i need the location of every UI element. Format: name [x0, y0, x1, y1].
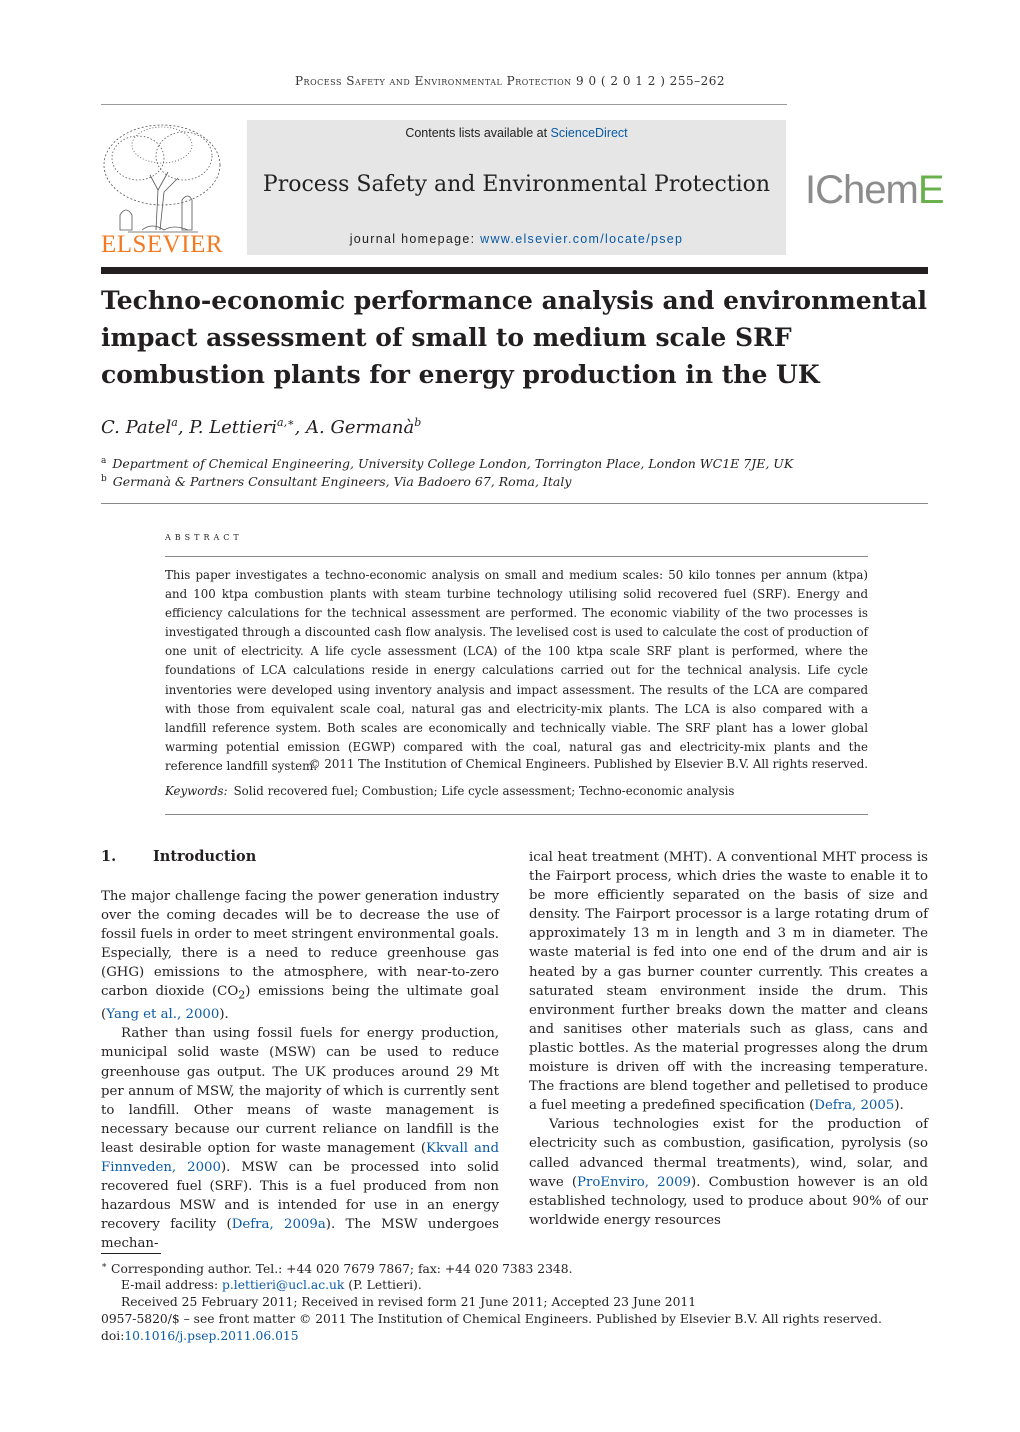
email-label: E-mail address:	[121, 1278, 223, 1292]
text-run: ) emissions being the ultimate goal (	[101, 984, 499, 1023]
footnote-issn: 0957-5820/$ – see front matter © 2011 The Institution of Chemical Engineers. Published by Elsevier B.V. All rights reserved.	[101, 1312, 882, 1326]
title-rule	[101, 267, 928, 274]
author-name: A. Germanà	[306, 417, 415, 438]
citation-link[interactable]: Defra, 2009a	[231, 1217, 326, 1233]
abstract-copyright: © 2011 The Institution of Chemical Engineers. Published by Elsevier B.V. All rights reserved.	[308, 757, 868, 771]
author-list: C. Patel$^a$, P. Lettieri$^{a,∗}$, A. Germanà$^b$	[101, 416, 422, 438]
header-rule	[101, 104, 787, 105]
author-name: C. Patel	[101, 417, 172, 438]
author-mark[interactable]: a,∗	[277, 416, 295, 429]
homepage-prefix: journal homepage:	[349, 232, 481, 246]
doi-link[interactable]: 10.1016/j.psep.2011.06.015	[124, 1329, 299, 1343]
citation-link[interactable]: Defra, 2005	[814, 1098, 895, 1114]
icheme-logo-i: I	[805, 168, 816, 212]
paragraph	[529, 848, 928, 1115]
email-suffix: (P. Lettieri).	[344, 1278, 422, 1292]
sciencedirect-link[interactable]: ScienceDirect	[550, 126, 628, 140]
text-run: Various technologies exist for the production of electricity such as combustion, gasification, pyrolysis (so called advanced thermal treatments), wind, solar, and wave (	[529, 1117, 928, 1190]
icheme-logo-chem: Chem	[815, 168, 918, 212]
paragraph	[101, 887, 499, 1024]
citation-link[interactable]: Kkvall and Finnveden, 2000	[101, 1140, 499, 1175]
text-run: ). Combustion however is an old established technology, used to produce about 90% of our worldwide energy resources	[529, 1174, 929, 1228]
author-mark[interactable]: b	[414, 416, 422, 429]
subscript: 2	[238, 989, 246, 1003]
footnote-email	[121, 1278, 422, 1292]
abstract-heading: abstract	[165, 530, 243, 543]
affiliation-mark: b	[101, 474, 107, 484]
homepage-line	[247, 232, 786, 246]
paragraph	[529, 1115, 928, 1230]
keywords-label: Keywords:	[165, 784, 228, 798]
journal-title: Process Safety and Environmental Protection	[262, 172, 771, 197]
icheme-logo-e: E	[917, 168, 944, 212]
footnote-text: Corresponding author. Tel.: +44 020 7679 7867; fax: +44 020 7383 2348.	[107, 1262, 573, 1277]
abstract-rule	[165, 556, 868, 557]
affiliation	[101, 456, 793, 471]
affiliation	[101, 474, 571, 489]
text-run: ). The MSW undergoes mechan-	[101, 1217, 499, 1252]
footnote-mark: ∗	[101, 1261, 108, 1271]
affiliation-mark: a	[101, 456, 107, 466]
icheme-logo	[805, 165, 944, 215]
keywords-rule	[165, 814, 868, 815]
abstract-text: This paper investigates a techno-economic analysis on small and medium scales: 50 kilo tonnes per annum (ktpa) and 100 ktpa combustion plants with steam turbine technology utilising solid recovered fuel (SRF). Energy and efficiency calculations for the technical assessment are performed. The economic viability of the two processes is investigated through a discounted cash flow analysis. The levelised cost is used to calculate the cost of production of one unit of electricity. A life cycle assessment (LCA) of the 100 ktpa scale SRF plant is performed, where the foundations of LCA calculations reside in energy calculations carried out for the technical analysis. Life cycle inventories were developed using inventory analysis and impact assessment. The results of the LCA are compared with those from equivalent scale coal, natural gas and electricity-mix plants. The LCA is also compared with a landfill reference system. Both scales are economically and technically viable. The SRF plant has a lower global warming potential emission (EGWP) compared with the coal, natural gas and electricity-mix plants and the reference landfill system.	[165, 568, 868, 773]
citation-link[interactable]: ProEnviro, 2009	[577, 1174, 691, 1190]
section-title: Introduction	[153, 848, 257, 865]
text-run: ). MSW can be processed into solid recovered fuel (SRF). This is a fuel produced from non hazardous MSW and is intended for use in an energy recovery facility (	[101, 1159, 499, 1233]
text-run: ).	[894, 1098, 904, 1114]
body-column-left	[101, 887, 499, 1253]
citation-link[interactable]: Yang et al., 2000	[106, 1007, 220, 1023]
paragraph	[101, 1024, 499, 1253]
article-title: Techno-economic performance analysis and environmental impact assessment of small to medium scale SRF combustion plants for energy production in the UK	[101, 286, 928, 389]
elsevier-wordmark: ELSEVIER	[100, 231, 224, 258]
text-run: ).	[219, 1007, 229, 1023]
text-run: ical heat treatment (MHT). A conventional MHT process is the Fairport process, which dries the waste to enable it to be more efficiently separated on the basis of size and density. The Fairport processor is a large rotating drum of approximately 13 m in length and 3 m in diameter. The waste material is fed into one end of the drum and air is heated by a gas burner counter currently. This creates a saturated steam environment inside the drum. This environment further breaks down the matter and cleans and sanitises other materials such as glass, cans and plastic bottles. As the material progresses along the drum moisture is driven off with the increasing temperature. The fractions are blend together and pelletised to produce a fuel meeting a predefined specification (	[529, 850, 928, 1114]
footnote-corresponding	[101, 1261, 572, 1276]
email-link[interactable]: p.lettieri@ucl.ac.uk	[222, 1278, 345, 1292]
text-run: The major challenge facing the power generation industry over the coming decades will be to decrease the use of fossil fuels in order to meet stringent environmental goals. Especially, there is a need to reduce greenhouse gas (GHG) emissions to the atmosphere, with near-to-zero carbon dioxide (CO	[101, 889, 499, 1000]
keywords-text: Solid recovered fuel; Combustion; Life cycle assessment; Techno-economic analysis	[233, 784, 735, 798]
section-number: 1.	[101, 848, 117, 865]
author-mark[interactable]: a	[171, 416, 178, 429]
running-head: Process Safety and Environmental Protection 9 0 ( 2 0 1 2 ) 255–262	[294, 74, 725, 88]
affiliation-rule	[101, 503, 928, 504]
footnote-doi	[101, 1329, 299, 1343]
keywords	[165, 784, 868, 798]
affiliation-text: Department of Chemical Engineering, University College London, Torrington Place, London WC1E 7JE, UK	[112, 456, 794, 472]
affiliation-text: Germanà & Partners Consultant Engineers, Via Badoero 67, Roma, Italy	[112, 474, 572, 490]
footnote-received: Received 25 February 2011; Received in revised form 21 June 2011; Accepted 23 June 2011	[121, 1295, 697, 1309]
author-name: P. Lettieri	[189, 417, 278, 438]
contents-line	[247, 126, 786, 140]
text-run: Rather than using fossil fuels for energy production, municipal solid waste (MSW) can be used to reduce greenhouse gas output. The UK produces around 29 Mt per annum of MSW, the majority of which is currently sent to landfill. Other means of waste management is necessary because our current reliance on landfill is the least desirable option for waste management (	[101, 1026, 499, 1156]
contents-prefix: Contents lists available at	[405, 126, 551, 140]
body-column-right	[529, 848, 928, 1230]
doi-label: doi:	[101, 1329, 125, 1343]
footnote-rule	[101, 1253, 161, 1254]
homepage-link[interactable]: www.elsevier.com/locate/psep	[480, 232, 684, 246]
